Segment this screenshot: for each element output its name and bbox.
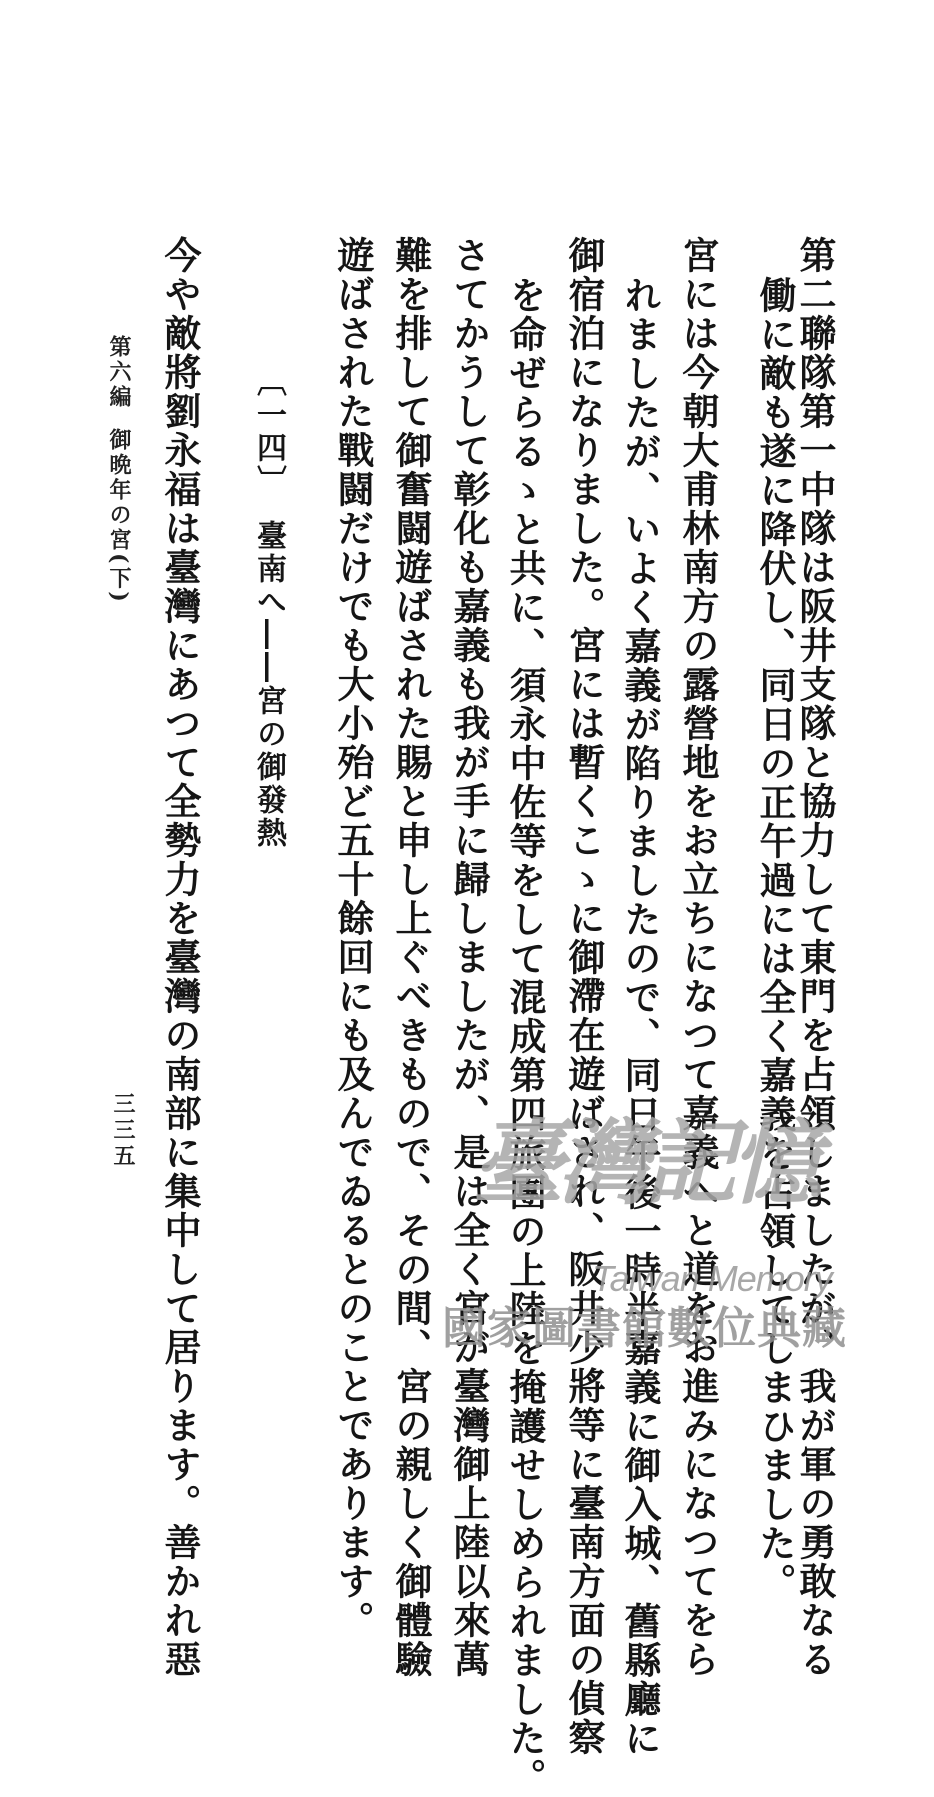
running-header	[104, 335, 135, 605]
body-column-4: れましたが、いよく嘉義が陷りましたので、同日午後一時半嘉義に御入城、舊縣廳に	[618, 276, 662, 1758]
body-column-3: 宮には今朝大甫林南方の露營地をお立ちになつて嘉義へと道をお進みになつてをら	[676, 236, 720, 1679]
section-title: 臺南へ――宮の御發熱	[251, 520, 286, 850]
section-heading	[246, 366, 290, 850]
body-column-5: 御宿泊になりました。宮には暫くこゝに御滯在遊ばされ、阪井少將等に臺南方面の偵察	[562, 236, 606, 1757]
library-watermark	[442, 1090, 872, 1354]
watermark-script: 臺灣記憶	[472, 1109, 817, 1217]
body-column-8: 難を排して御奮闘遊ばされた賜と申し上ぐべきもので、その間、宮の親しく御體驗	[389, 236, 433, 1679]
running-header-part: 第六編	[106, 335, 132, 410]
body-column-2: 働に敵も遂に降伏し、同日の正午過には全く嘉義を占領してしまひました。	[753, 276, 797, 1602]
body-column-10: 今や敵將劉永福は臺灣にあつて全勢力を臺灣の南部に集中して居ります。善かれ惡	[158, 236, 202, 1679]
body-column-7: さてかうして彰化も嘉義も我が手に歸しましたが、是は全く宮が臺灣御上陸以來萬	[447, 236, 491, 1679]
watermark-latin: Taiwan Memory	[592, 1258, 832, 1299]
page-number: 三三五	[110, 1092, 136, 1170]
watermark-org: 國家圖書館數位典藏	[442, 1303, 847, 1354]
body-column-9: 遊ばされた戰闘だけでも大小殆ど五十餘回にも及んでゐるとのことであります。	[331, 236, 375, 1640]
section-number: 〔一四〕	[251, 366, 286, 498]
running-header-book: 御晩年の宮(下)	[106, 428, 132, 605]
body-column-1: 第二聯隊第一中隊は阪井支隊と協力して東門を占領しましたが、我が軍の勇敢なる	[793, 236, 837, 1679]
body-column-6: を命ぜらるゝと共に、須永中佐等をして混成第四旅團の上陸を掩護せしめられました。	[503, 276, 547, 1797]
